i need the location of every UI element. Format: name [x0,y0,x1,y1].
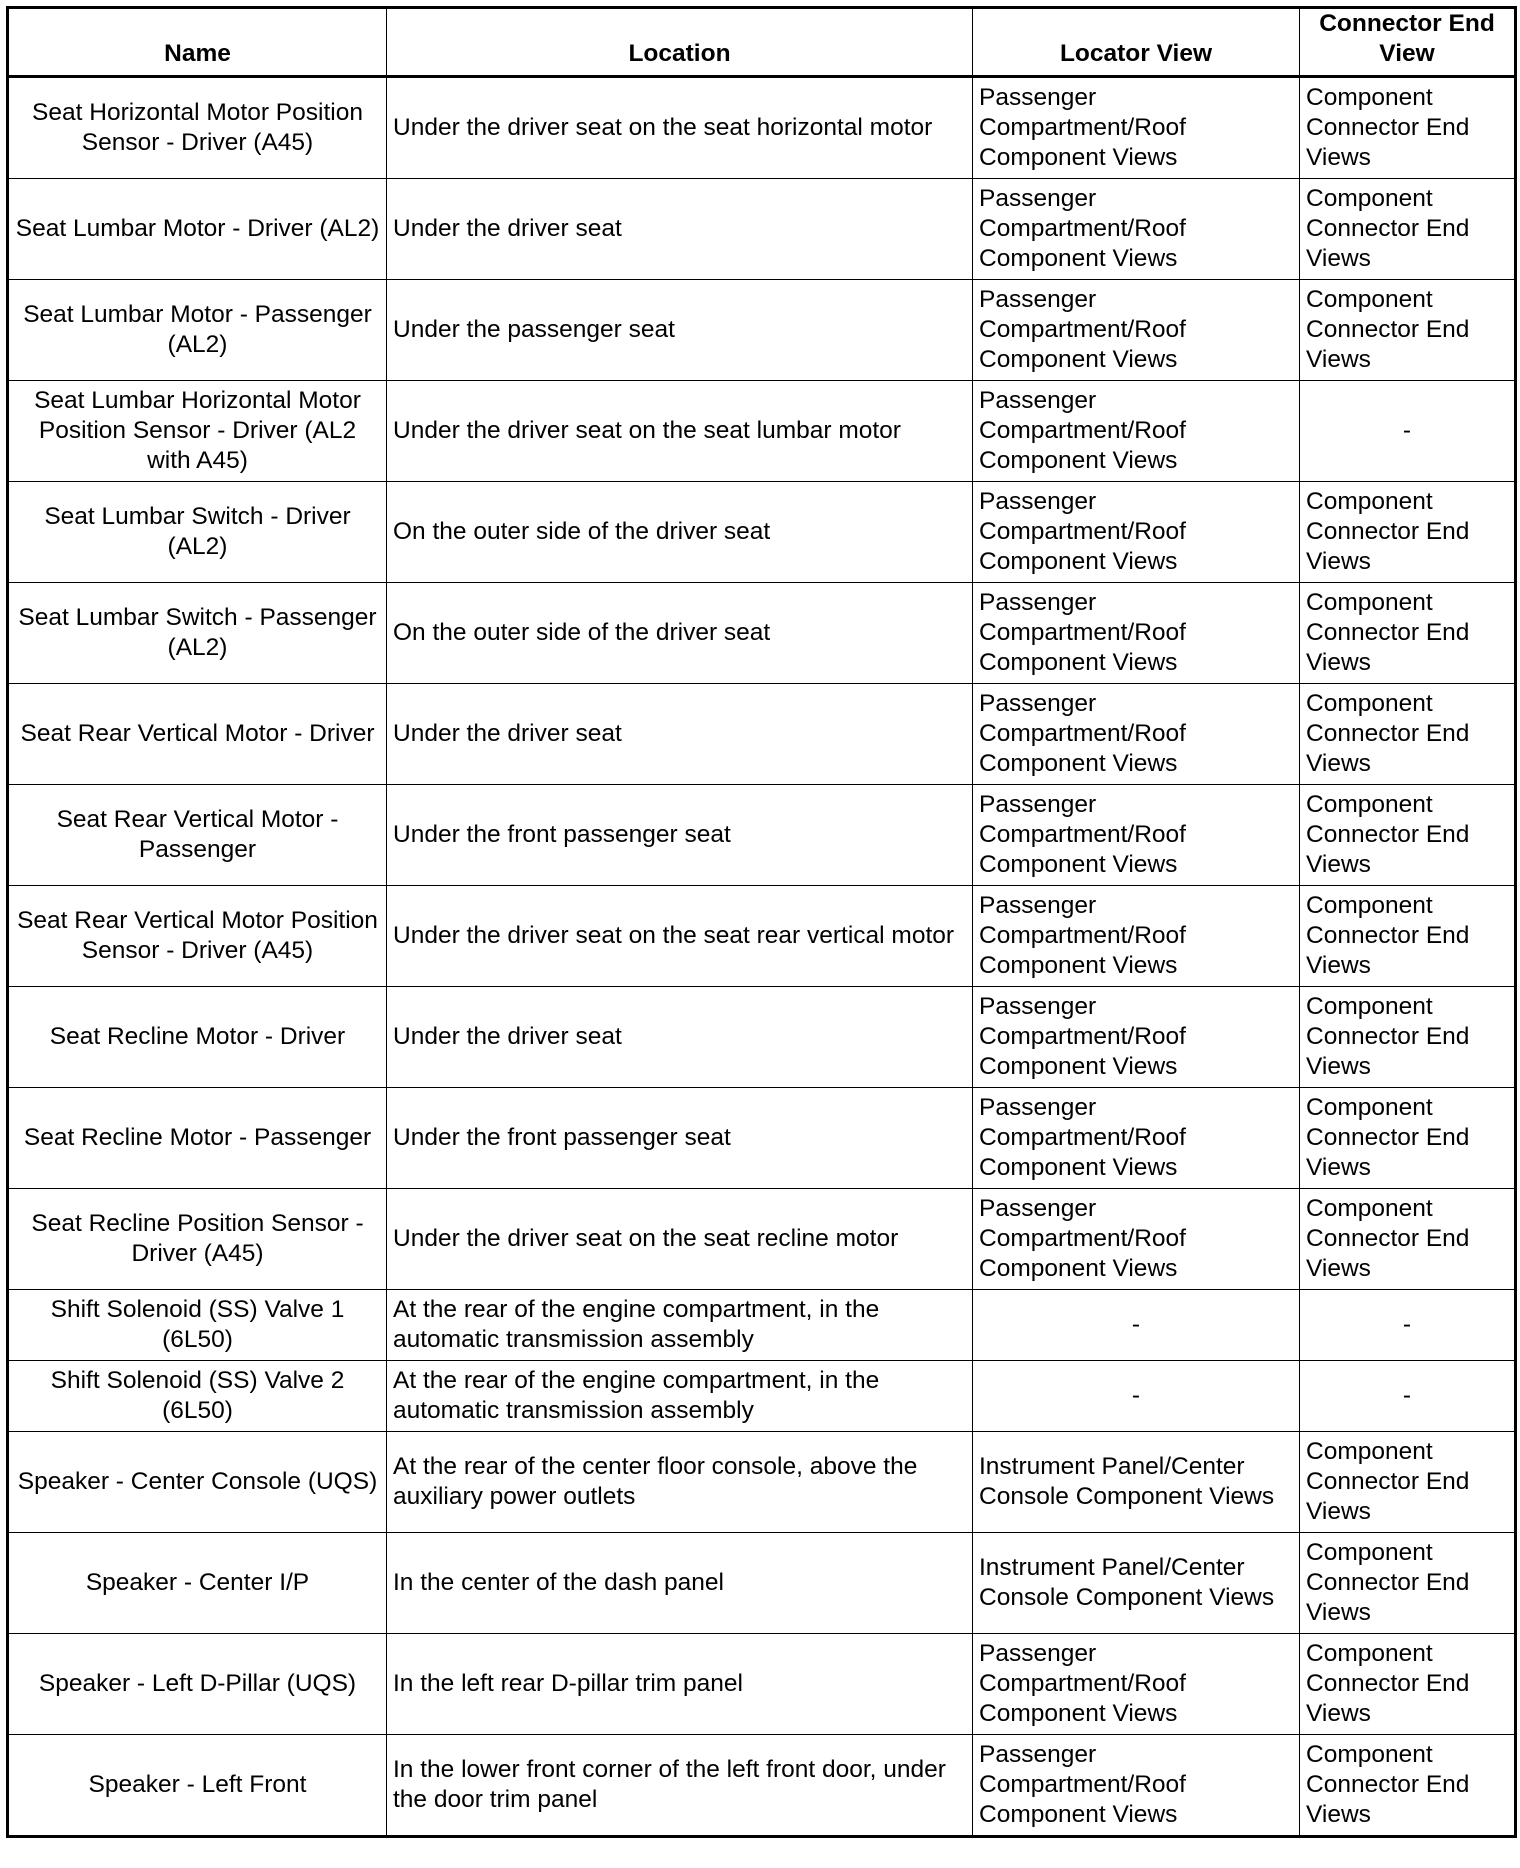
table-row [8,785,1516,886]
cell-name: Speaker - Center I/P [8,1533,387,1634]
table-row [8,482,1516,583]
table-row [8,1432,1516,1533]
cell-connector-end-view: Component Connector End Views [1300,482,1516,583]
cell-name: Seat Lumbar Horizontal Motor Position Sensor - Driver (AL2 with A45) [8,381,387,482]
cell-location: Under the front passenger seat [387,785,973,886]
cell-location: Under the front passenger seat [387,1088,973,1189]
cell-name: Speaker - Left D-Pillar (UQS) [8,1634,387,1735]
cell-name: Shift Solenoid (SS) Valve 1 (6L50) [8,1290,387,1361]
table-row [8,179,1516,280]
cell-name: Seat Lumbar Switch - Driver (AL2) [8,482,387,583]
cell-name: Seat Recline Motor - Passenger [8,1088,387,1189]
cell-connector-end-view: Component Connector End Views [1300,1634,1516,1735]
cell-location: On the outer side of the driver seat [387,583,973,684]
table-row [8,1634,1516,1735]
cell-locator-view: Passenger Compartment/Roof Component Views [973,77,1300,179]
table-row [8,1361,1516,1432]
cell-connector-end-view: Component Connector End Views [1300,684,1516,785]
cell-location: At the rear of the engine compartment, in the automatic transmission assembly [387,1361,973,1432]
cell-location: Under the driver seat on the seat horizontal motor [387,77,973,179]
cell-location: Under the driver seat [387,179,973,280]
cell-location: At the rear of the engine compartment, in the automatic transmission assembly [387,1290,973,1361]
cell-connector-end-view: Component Connector End Views [1300,1735,1516,1837]
table-row [8,583,1516,684]
table-body [8,77,1516,1837]
cell-locator-view: Passenger Compartment/Roof Component Views [973,1088,1300,1189]
cell-locator-view: Passenger Compartment/Roof Component Views [973,381,1300,482]
cell-location: Under the driver seat [387,987,973,1088]
header-name: Name [8,8,387,77]
cell-location: On the outer side of the driver seat [387,482,973,583]
cell-location: Under the passenger seat [387,280,973,381]
cell-connector-end-view: Component Connector End Views [1300,77,1516,179]
cell-connector-end-view: Component Connector End Views [1300,987,1516,1088]
cell-locator-view: - [973,1290,1300,1361]
cell-location: Under the driver seat on the seat rear vertical motor [387,886,973,987]
cell-connector-end-view: Component Connector End Views [1300,583,1516,684]
cell-connector-end-view: Component Connector End Views [1300,1432,1516,1533]
cell-locator-view: Passenger Compartment/Roof Component Views [973,1735,1300,1837]
table-header-row [8,8,1516,77]
cell-connector-end-view: Component Connector End Views [1300,785,1516,886]
cell-connector-end-view: Component Connector End Views [1300,179,1516,280]
cell-connector-end-view: Component Connector End Views [1300,1189,1516,1290]
table-row [8,77,1516,179]
cell-locator-view: Passenger Compartment/Roof Component Views [973,987,1300,1088]
cell-name: Seat Lumbar Motor - Driver (AL2) [8,179,387,280]
cell-connector-end-view: - [1300,1361,1516,1432]
table-row [8,684,1516,785]
cell-name: Speaker - Center Console (UQS) [8,1432,387,1533]
cell-location: Under the driver seat on the seat lumbar motor [387,381,973,482]
cell-locator-view: Passenger Compartment/Roof Component Views [973,1189,1300,1290]
cell-name: Seat Horizontal Motor Position Sensor - Driver (A45) [8,77,387,179]
cell-locator-view: Instrument Panel/Center Console Component Views [973,1432,1300,1533]
cell-name: Seat Rear Vertical Motor Position Sensor - Driver (A45) [8,886,387,987]
cell-locator-view: Passenger Compartment/Roof Component Views [973,482,1300,583]
cell-location: Under the driver seat [387,684,973,785]
table-row [8,886,1516,987]
cell-connector-end-view: - [1300,1290,1516,1361]
cell-location: In the left rear D-pillar trim panel [387,1634,973,1735]
cell-locator-view: Passenger Compartment/Roof Component Views [973,1634,1300,1735]
cell-locator-view: Passenger Compartment/Roof Component Views [973,886,1300,987]
table-row [8,1735,1516,1837]
cell-locator-view: Instrument Panel/Center Console Component Views [973,1533,1300,1634]
header-locator-view: Locator View [973,8,1300,77]
cell-connector-end-view: Component Connector End Views [1300,1533,1516,1634]
cell-locator-view: Passenger Compartment/Roof Component Views [973,583,1300,684]
header-connector-end-view: Connector End View [1300,8,1516,77]
cell-locator-view: Passenger Compartment/Roof Component Views [973,280,1300,381]
cell-locator-view: Passenger Compartment/Roof Component Views [973,179,1300,280]
cell-locator-view: Passenger Compartment/Roof Component Views [973,785,1300,886]
cell-connector-end-view: Component Connector End Views [1300,886,1516,987]
cell-name: Seat Rear Vertical Motor - Driver [8,684,387,785]
cell-location: In the center of the dash panel [387,1533,973,1634]
cell-location: At the rear of the center floor console, above the auxiliary power outlets [387,1432,973,1533]
cell-connector-end-view: Component Connector End Views [1300,1088,1516,1189]
cell-name: Seat Lumbar Switch - Passenger (AL2) [8,583,387,684]
cell-name: Seat Rear Vertical Motor - Passenger [8,785,387,886]
table-row [8,1290,1516,1361]
component-locator-table [6,6,1517,1838]
cell-connector-end-view: Component Connector End Views [1300,280,1516,381]
table-row [8,381,1516,482]
cell-name: Shift Solenoid (SS) Valve 2 (6L50) [8,1361,387,1432]
table-row [8,987,1516,1088]
cell-connector-end-view: - [1300,381,1516,482]
cell-name: Speaker - Left Front [8,1735,387,1837]
cell-name: Seat Recline Motor - Driver [8,987,387,1088]
table-row [8,1533,1516,1634]
cell-name: Seat Lumbar Motor - Passenger (AL2) [8,280,387,381]
cell-locator-view: Passenger Compartment/Roof Component Views [973,684,1300,785]
table-row [8,1189,1516,1290]
header-location: Location [387,8,973,77]
cell-location: Under the driver seat on the seat recline motor [387,1189,973,1290]
table-row [8,1088,1516,1189]
table-row [8,280,1516,381]
cell-location: In the lower front corner of the left front door, under the door trim panel [387,1735,973,1837]
cell-locator-view: - [973,1361,1300,1432]
cell-name: Seat Recline Position Sensor - Driver (A45) [8,1189,387,1290]
